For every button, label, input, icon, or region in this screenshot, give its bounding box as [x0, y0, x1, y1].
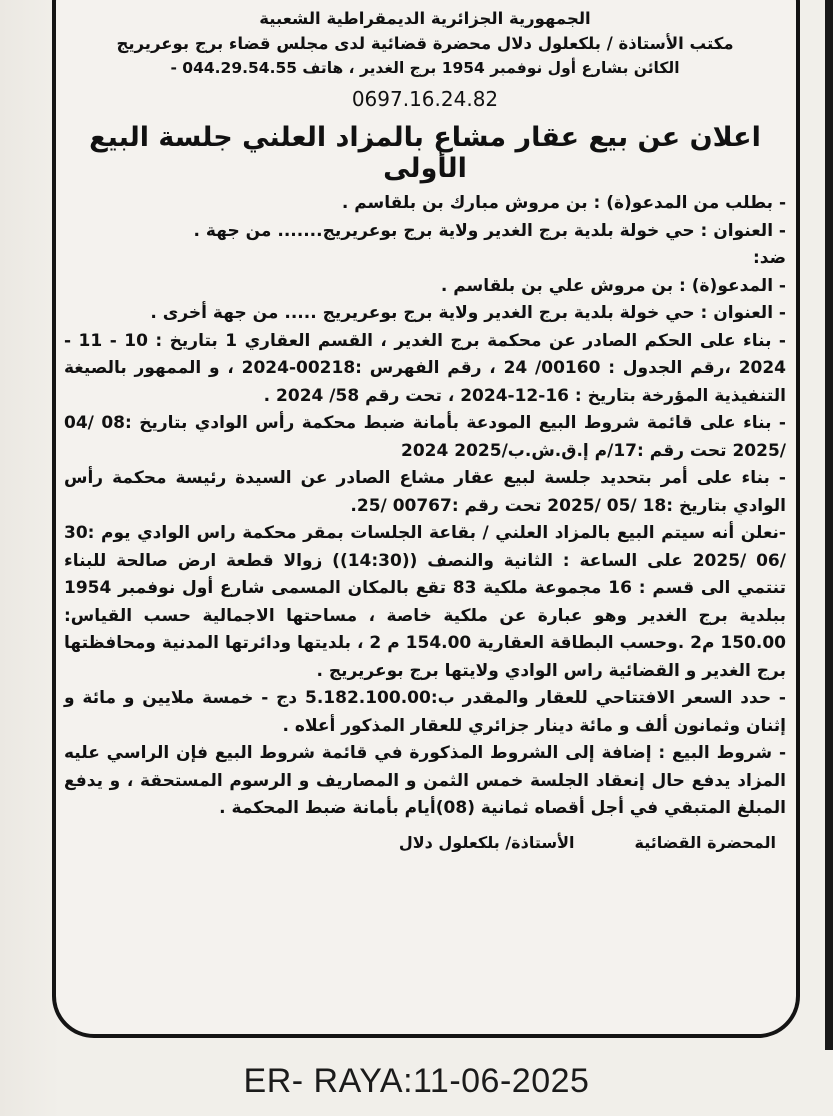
signature-bailiff-label: المحضرة القضائية — [634, 832, 776, 852]
paragraph-auction-announcement: -نعلن أنه سيتم البيع بالمزاد العلني / بقاعة الجلسات بمقر محكمة راس الوادي يوم :30 /06 /2025 على الساعة : الثانية والنصف ((14:30)) زوالا قطعة ارض صالحة للبناء تنتمي الى قسم : 16 مجموعة ملكية 83 تقع بالمكان المسمى شارع أول نوفمبر 1954 ببلدية برج الغدير وهو عبارة عن ملكية خاصة ، مساحتها الاجمالية حسب القياس: 150.00 م2 .وحسب البطاقة العقارية 154.00 م 2 ، بلديتها ودائرتها المدنية ومحافظتها برج الغدير و القضائية راس الوادي ولايتها برج بوعريريج . — [64, 523, 786, 681]
paragraph-judgment: - بناء على الحكم الصادر عن محكمة برج الغدير ، القسم العقاري 1 بتاريخ : 10 - 11 - 2024 ،رقم الجدول : 00160/ 24 ، رقم الفهرس :00218-2024 ، و الممهور بالصيغة التنفيذية المؤرخة بتاريخ : 16-12-2024 ، تحت رقم 58/ 2024 . — [64, 330, 787, 406]
notice-body — [60, 190, 790, 823]
signature-name: الأستاذة/ بلكعلول دلال — [398, 832, 575, 852]
paragraph-against: ضد: — [752, 248, 786, 268]
adjacent-column-edge — [825, 0, 833, 1050]
paragraph-requester-address: - العنوان : حي خولة بلدية برج الغدير ولاية برج بوعريريج....... من جهة . — [193, 220, 786, 241]
page-background-edge — [0, 0, 60, 1116]
newspaper-date-tag: ER- RAYA:11-06-2025 — [243, 1062, 590, 1100]
signature-line — [60, 833, 790, 852]
header-mobile-phone: 0697.16.24.82 — [351, 87, 499, 111]
header-republic: الجمهورية الجزائرية الديمقراطية الشعبية — [259, 9, 591, 28]
paragraph-requester: - بطلب من المدعو(ة) : بن مروش مبارك بن بلقاسم . — [341, 193, 786, 213]
paragraph-defendant: - المدعو(ة) : بن مروش علي بن بلقاسم . — [440, 275, 786, 296]
header-office: مكتب الأستاذة / بلكعلول دلال محضرة قضائية لدى مجلس قضاء برج بوعريريج — [116, 34, 734, 53]
paragraph-sale-conditions-filing: - بناء على قائمة شروط البيع المودعة بأمانة ضبط محكمة رأس الوادي بتاريخ :08 /04 /2025 تحت رقم :17/م إ.ق.ش.ب/2025 2024 — [64, 413, 786, 461]
paragraph-sale-terms: - شروط البيع : إضافة إلى الشروط المذكورة في قائمة شروط البيع فإن الراسي عليه المزاد يدفع حال إنعقاد الجلسة خمس الثمن و المصاريف و الرسوم المستحقة ، و يدفع المبلغ المتبقي في أجل أقصاه ثمانية (08)أيام بأمانة ضبط المحكمة . — [64, 743, 786, 818]
paragraph-opening-price: - حدد السعر الافتتاحي للعقار والمقدر ب:5.182.100.00 دج - خمسة ملايين و مائة و إثنان وثمانون ألف و مائة دينار جزائري للعقار المذكور أعلاه . — [64, 688, 786, 736]
paragraph-defendant-address: - العنوان : حي خولة بلدية برج الغدير ولاية برج بوعريريج ..... من جهة أخرى . — [150, 303, 786, 323]
paragraph-session-order: - بناء على أمر بتحديد جلسة لبيع عقار مشاع الصادر عن السيدة رئيسة محكمة رأس الوادي بتاريخ :18 /05 /2025 تحت رقم :00767 /25. — [64, 468, 786, 516]
notice-content — [60, 6, 790, 852]
header-address: الكائن بشارع أول نوفمبر 1954 برج الغدير ، هاتف 044.29.54.55 - — [170, 59, 680, 77]
notice-title: اعلان عن بيع عقار مشاع بالمزاد العلني جلسة البيع الأولى — [89, 122, 761, 184]
